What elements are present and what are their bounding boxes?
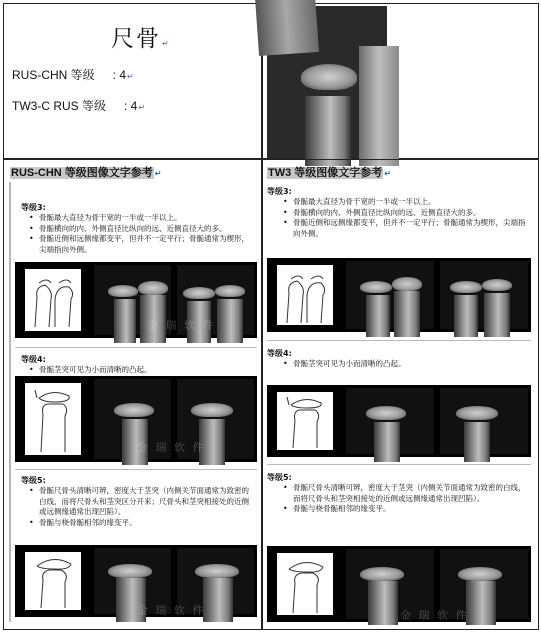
grade-bullets (27, 213, 255, 255)
list-item: • 骨骺横向的内、外侧直径比纵向的远、近侧直径大的多。 (281, 208, 531, 219)
rus-chn-reference-body (9, 182, 261, 622)
tw3-reference-body (267, 180, 535, 626)
ulna-sketch-icon (25, 269, 81, 331)
paragraph-mark-icon: ↵ (154, 169, 162, 178)
xray-thumbnail (147, 265, 254, 335)
list-item: • 骨骺与桡骨骺相邻的缘变平。 (281, 504, 531, 515)
xray-thumbnail (346, 388, 434, 454)
watermark: 金 瑞 软 件 (137, 441, 206, 454)
grade-image-strip (267, 546, 531, 622)
list-item: • 骨骺最大直径为骨干宽的一半或一半以上。 (27, 213, 255, 224)
list-item: • 骨骺最大直径为骨干宽的一半或一半以上。 (281, 197, 531, 208)
ulna-sketch-icon (277, 553, 333, 615)
rus-chn-grade-label: RUS-CHN 等级 (12, 68, 95, 82)
paragraph-mark-icon: ↵ (138, 103, 146, 112)
grade-image-strip (267, 385, 531, 457)
ulna-sketch-icon (277, 392, 333, 450)
grade-title: 等级4: (267, 349, 292, 358)
tw3-grade-label: TW3-C RUS 等级 (12, 99, 106, 113)
tw3-reference-cell (262, 159, 539, 630)
list-item: • 骨骺尺骨头清晰可辨，密度大于茎突（内侧关节面通常为致密的白线，而将尺骨头和茎突区分开来；尺骨头和茎突相接处的近侧或远侧缘通常出现凹陷）。 (27, 486, 255, 518)
list-item: • 骨骺近侧和远侧缘都变平，但并不一定平行；骨骺通常为楔形，尖端指向外侧。 (281, 218, 531, 239)
page-title: 尺骨↵ (111, 26, 171, 52)
xray-thumbnail (137, 548, 254, 617)
xray-thumbnail (400, 549, 528, 622)
rus-chn-grade (12, 66, 134, 83)
grade-bullets (281, 197, 531, 239)
tw3-grade (12, 97, 145, 114)
list-item: • 骨骺尺骨头清晰可辨，密度大于茎突（内侧关节面通常为致密的白线，而将尺骨头和茎突相接处的近侧或远侧缘通常出现凹陷）。 (281, 483, 531, 504)
ulna-sketch-icon (277, 265, 333, 325)
divider (267, 340, 531, 341)
paragraph-mark-icon: ↵ (127, 72, 134, 81)
paragraph-mark-icon: ↵ (384, 169, 391, 178)
divider (15, 469, 257, 470)
list-item: • 骨骺茎突可见为小而清晰的凸起。 (281, 359, 531, 370)
header-cell (3, 3, 262, 159)
grade-image-strip (267, 258, 531, 332)
xray-thumbnail (346, 261, 434, 329)
watermark: 金 瑞 软 件 (147, 319, 216, 332)
rus-chn-reference-heading: RUS-CHN 等级图像文字参考 ↵ (11, 167, 162, 179)
rus-chn-reference-cell (3, 159, 262, 630)
list-item: • 骨骺横向的内、外侧直径比纵向的远、近侧直径大的多。 (27, 224, 255, 235)
grade-title: 等级3: (267, 187, 292, 196)
ulna-sketch-icon (25, 552, 81, 610)
tw3-reference-heading: TW3 等级图像文字参考 ↵ (268, 167, 391, 179)
grade-bullets (27, 365, 255, 376)
list-item: • 骨骺与桡骨骺相邻的缘变平。 (27, 518, 255, 529)
list-item: • 骨骺茎突可见为小而清晰的凸起。 (27, 365, 255, 376)
ulna-sketch-icon (25, 383, 81, 455)
grade-title: 等级5: (21, 476, 46, 485)
grade-title: 等级5: (267, 473, 292, 482)
grade-bullets (27, 486, 255, 528)
grade-bullets (281, 483, 531, 515)
grade-title: 等级4: (21, 355, 46, 364)
list-item: • 骨骺近侧和远侧缘都变平，但并不一定平行；骨骺通常为楔形，尖端指向外侧。 (27, 234, 255, 255)
grade-bullets (281, 359, 531, 370)
xray-thumbnail (440, 388, 528, 454)
grade-title: 等级3: (21, 203, 46, 212)
divider (267, 464, 531, 465)
grade-image-strip (15, 376, 257, 462)
grade-image-strip (15, 262, 257, 338)
ulna-xray-image (267, 6, 387, 158)
grade-image-strip (15, 545, 257, 617)
divider (15, 347, 257, 348)
xray-cell (262, 3, 539, 159)
tw3-grade-value: : 4 (124, 99, 138, 113)
paragraph-mark-icon: ↵ (162, 39, 171, 48)
rus-chn-grade-value: : 4 (112, 68, 127, 82)
watermark: 金 瑞 软 件 (400, 609, 469, 622)
watermark: 金 瑞 软 件 (137, 604, 206, 617)
xray-thumbnail (137, 379, 254, 459)
xray-thumbnail (440, 261, 528, 329)
